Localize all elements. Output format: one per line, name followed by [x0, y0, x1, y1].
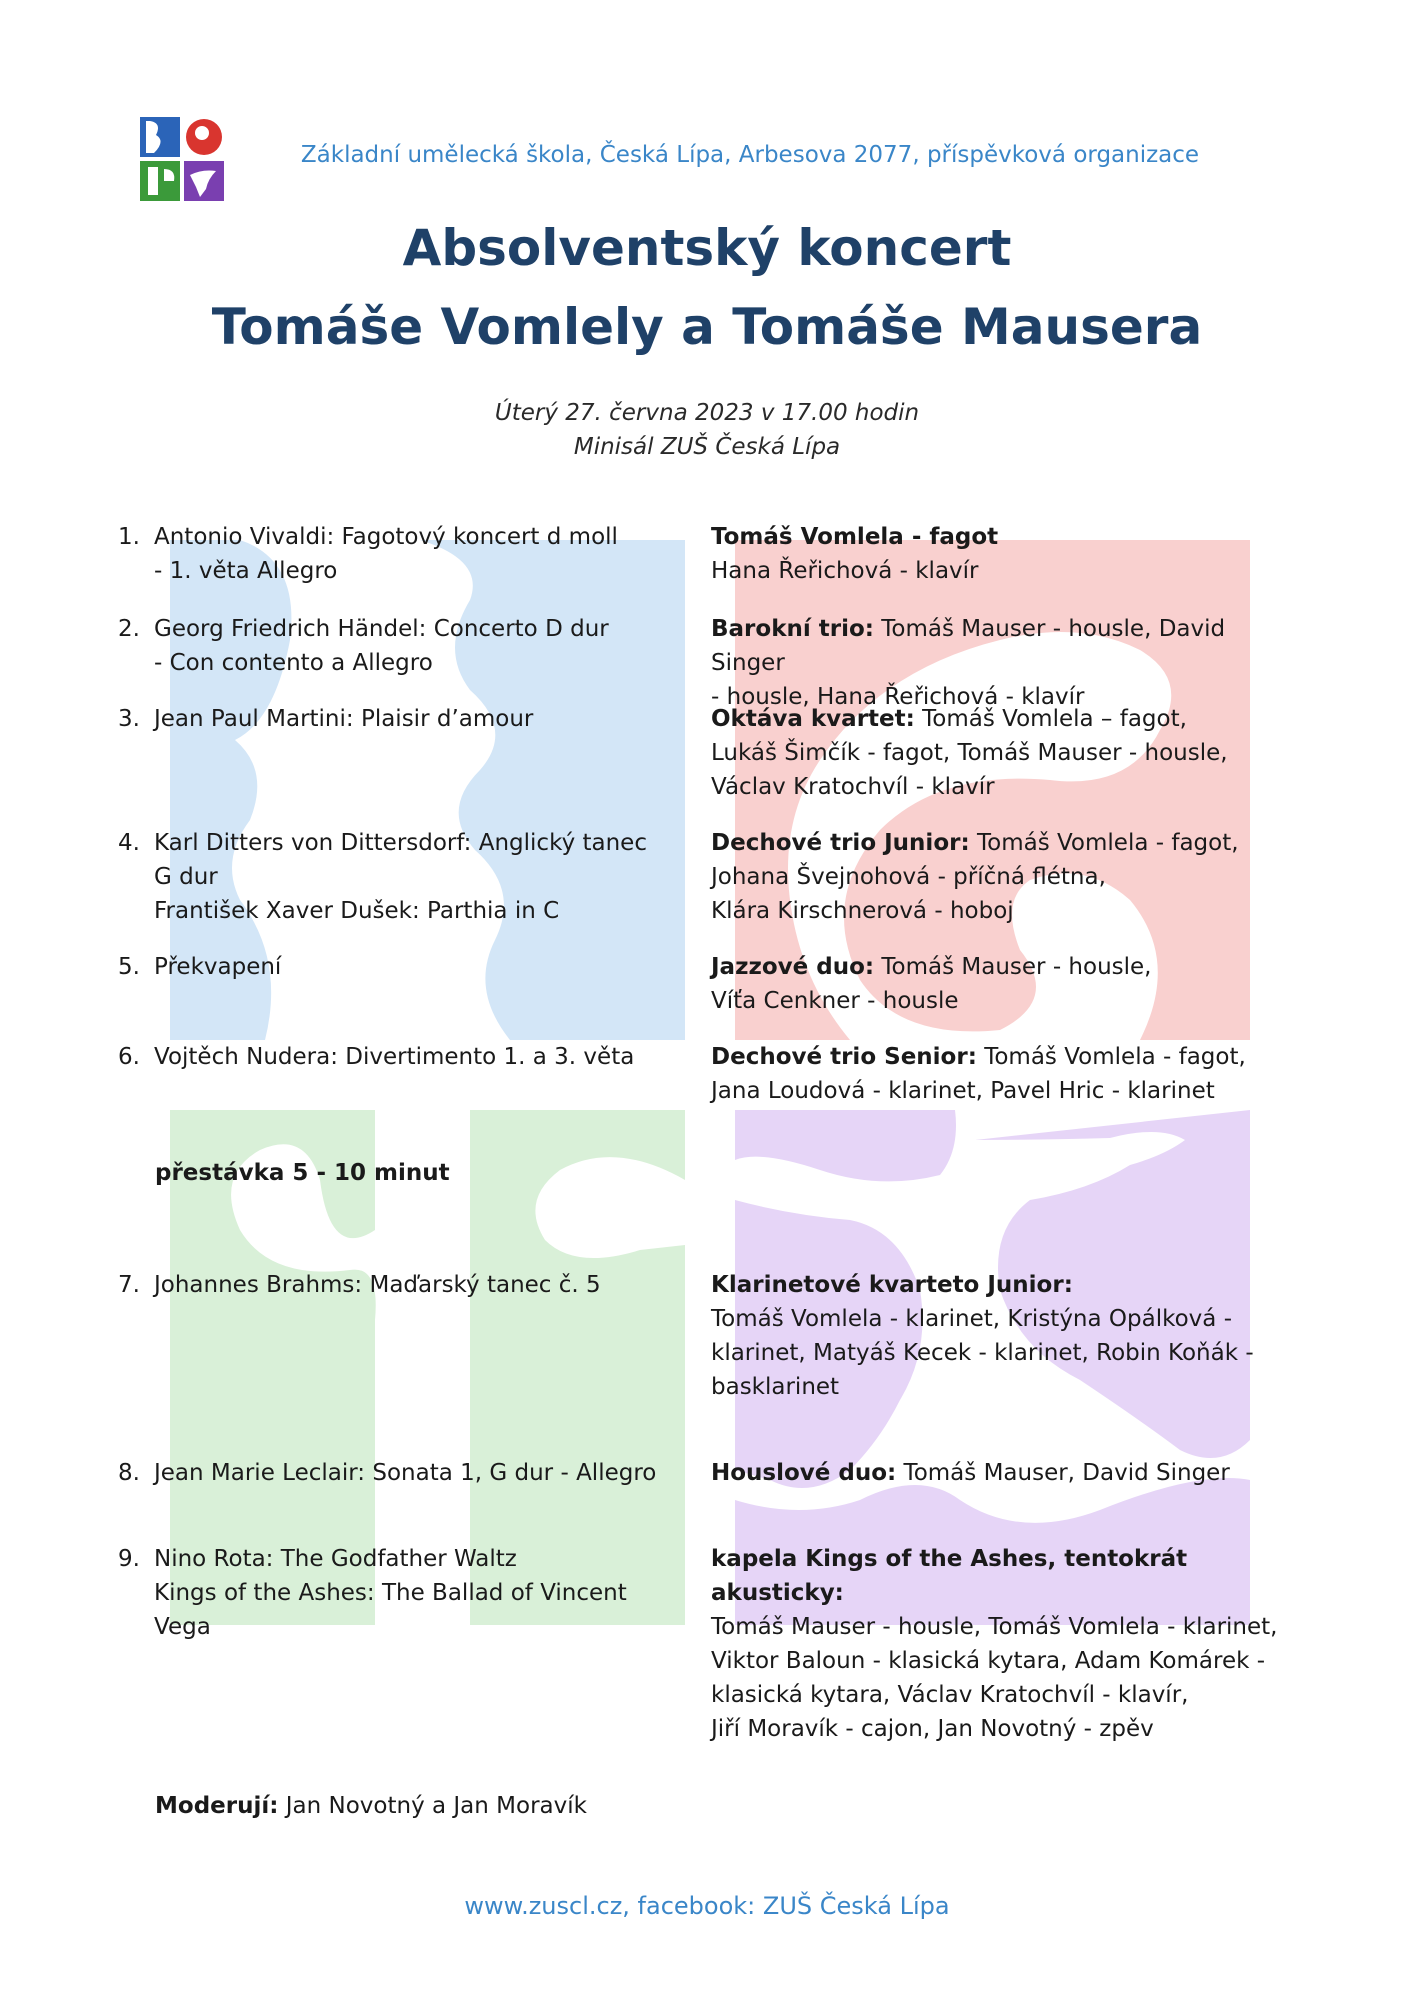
program-piece: Georg Friedrich Händel: Concerto D dur	[154, 616, 609, 642]
performer-line: Tomáš Mauser - housle, David Singer	[711, 616, 1226, 676]
ensemble-name: Oktáva kvartet:	[711, 706, 915, 732]
performer-line: Tomáš Mauser - housle,	[874, 954, 1152, 980]
performer-line: klarinet, Matyáš Kecek - klarinet, Robin Koňák -	[711, 1340, 1254, 1366]
program-item	[118, 612, 688, 680]
concert-venue: Minisál ZUŠ Česká Lípa	[573, 434, 841, 460]
performer-line: Tomáš Vomlela - fagot,	[976, 1044, 1246, 1070]
performers	[711, 612, 1296, 714]
program-number: 6.	[118, 1044, 140, 1070]
ensemble-name: Tomáš Vomlela - fagot	[711, 524, 999, 550]
program-piece: Jean Paul Martini: Plaisir d’amour	[154, 706, 534, 732]
ensemble-name: Jazzové duo:	[711, 954, 875, 980]
ensemble-name: kapela Kings of the Ashes, tentokrát akusticky:	[711, 1546, 1188, 1606]
program-piece: František Xaver Dušek: Parthia in C	[154, 898, 560, 924]
program-piece: Kings of the Ashes: The Ballad of Vincent Vega	[154, 1580, 627, 1640]
moderators-label: Moderují:	[155, 1793, 279, 1819]
program-number: 9.	[118, 1546, 140, 1572]
performer-line: Hana Řeřichová - klavír	[711, 558, 979, 584]
moderators	[155, 1793, 587, 1819]
performer-line: Klára Kirschnerová - hoboj	[711, 898, 1014, 924]
program-number: 4.	[118, 830, 140, 856]
performer-line: Jiří Moravík - cajon, Jan Novotný - zpěv	[711, 1716, 1154, 1742]
concert-performers-title: Tomáše Vomlely a Tomáše Mausera	[211, 298, 1203, 356]
footer-links[interactable]: www.zuscl.cz, facebook: ZUŠ Česká Lípa	[464, 1892, 950, 1920]
school-logo	[140, 117, 224, 201]
program-piece-detail: G dur	[154, 864, 218, 890]
performer-line: Viktor Baloun - klasická kytara, Adam Komárek -	[711, 1648, 1266, 1674]
program-number: 5.	[118, 954, 140, 980]
ensemble-name: Barokní trio:	[711, 616, 874, 642]
program-number: 3.	[118, 706, 140, 732]
performer-line: klasická kytara, Václav Kratochvíl - klavír,	[711, 1682, 1189, 1708]
performer-line: basklarinet	[711, 1374, 840, 1400]
program-piece: Vojtěch Nudera: Divertimento 1. a 3. věta	[154, 1044, 635, 1070]
program-piece: Antonio Vivaldi: Fagotový koncert d moll	[154, 524, 618, 550]
performers	[711, 702, 1296, 804]
school-name: Základní umělecká škola, Česká Lípa, Arbesova 2077, příspěvková organizace	[300, 142, 1200, 168]
performer-line: Tomáš Vomlela – fagot,	[914, 706, 1187, 732]
program-item	[118, 520, 688, 588]
program-item	[118, 1542, 688, 1644]
performer-line: - housle, Hana Řeřichová - klavír	[711, 684, 1085, 710]
performer-line: Tomáš Vomlela - klarinet, Kristýna Opálková -	[711, 1306, 1232, 1332]
program-item	[118, 1456, 688, 1490]
program-piece-detail: - Con contento a Allegro	[154, 650, 433, 676]
concert-title: Absolventský koncert	[402, 219, 1012, 277]
program-number: 8.	[118, 1460, 140, 1486]
performer-line: Lukáš Šimčík - fagot, Tomáš Mauser - housle,	[711, 740, 1228, 766]
program-number: 1.	[118, 524, 140, 550]
program-item	[118, 702, 688, 736]
performer-line: Tomáš Mauser, David Singer	[896, 1460, 1230, 1486]
moderators-names: Jan Novotný a Jan Moravík	[278, 1793, 587, 1819]
program-number: 7.	[118, 1272, 140, 1298]
program-piece: Jean Marie Leclair: Sonata 1, G dur - Allegro	[154, 1460, 657, 1486]
program-item	[118, 1040, 688, 1074]
performers	[711, 1542, 1296, 1746]
performer-line: Víťa Cenkner - housle	[711, 988, 959, 1014]
performers	[711, 950, 1296, 1018]
ensemble-name: Dechové trio Senior:	[711, 1044, 977, 1070]
program-number: 2.	[118, 616, 140, 642]
ensemble-name: Klarinetové kvarteto Junior:	[711, 1272, 1073, 1298]
intermission: přestávka 5 - 10 minut	[155, 1160, 450, 1186]
performers	[711, 1268, 1296, 1404]
program-piece: Překvapení	[154, 954, 282, 980]
program-piece: Karl Ditters von Dittersdorf: Anglický tanec	[154, 830, 647, 856]
concert-date: Úterý 27. června 2023 v 17.00 hodin	[494, 400, 920, 426]
performer-line: Jana Loudová - klarinet, Pavel Hric - klarinet	[711, 1078, 1215, 1104]
ensemble-name: Houslové duo:	[711, 1460, 897, 1486]
performers	[711, 1456, 1296, 1490]
program-piece: Johannes Brahms: Maďarský tanec č. 5	[154, 1272, 601, 1298]
performer-line: Tomáš Vomlela - fagot,	[969, 830, 1239, 856]
performer-line: Tomáš Mauser - housle, Tomáš Vomlela - klarinet,	[711, 1614, 1278, 1640]
program-item	[118, 1268, 688, 1302]
performer-line: Johana Švejnohová - příčná flétna,	[711, 864, 1106, 890]
program-item	[118, 950, 688, 984]
performers	[711, 1040, 1296, 1108]
performers	[711, 826, 1296, 928]
performer-line: Václav Kratochvíl - klavír	[711, 774, 995, 800]
program-item	[118, 826, 688, 928]
program-piece-detail: - 1. věta Allegro	[154, 558, 338, 584]
performers	[711, 520, 1296, 588]
ensemble-name: Dechové trio Junior:	[711, 830, 970, 856]
program-piece: Nino Rota: The Godfather Waltz	[154, 1546, 517, 1572]
